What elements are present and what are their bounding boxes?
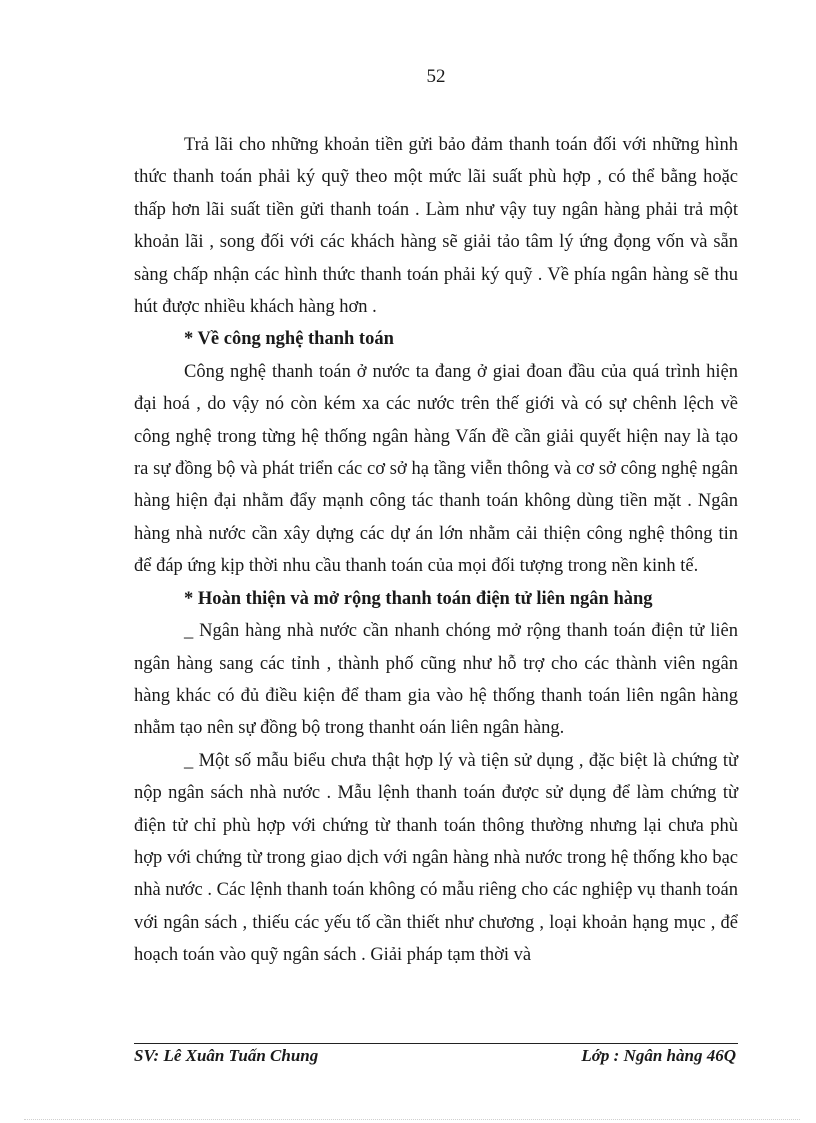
paragraph-expand-electronic: _ Ngân hàng nhà nước cần nhanh chóng mở rộng thanh toán điện tử liên ngân hàng sang các tỉnh , thành phố cũng như hỗ trợ cho các thành viên ngân hàng khác có đủ điều kiện để tham gia vào hệ thống thanh toán liên ngân hàng nhằm tạo nên sự đồng bộ trong thanht oán liên ngân hàng. — [134, 621, 738, 739]
paragraph-interest: Trả lãi cho những khoản tiền gửi bảo đảm thanh toán đối với những hình thức thanh toán phải ký quỹ theo một mức lãi suất phù hợp , có thể bằng hoặc thấp hơn lãi suất tiền gửi thanh toán . Làm như vậy tuy ngân hàng phải trả một khoản lãi , song đối với các khách hàng sẽ giải tảo tâm lý ứng đọng vốn và sẵn sàng chấp nhận các hình thức thanh toán phải ký quỹ . Về phía ngân hàng sẽ thu hút được nhiều khách hàng hơn . — [134, 135, 738, 318]
paragraph-technology: Công nghệ thanh toán ở nước ta đang ở giai đoan đầu của quá trình hiện đại hoá , do vậy nó còn kém xa các nước trên thế giới và có sự chênh lệch về công nghệ trong từng hệ thống ngân hàng Vấn đề cần giải quyết hiện nay là tạo ra sự đồng bộ và phát triển các cơ sở hạ tầng viễn thông và cơ sở công nghệ ngân hàng hiện đại nhằm đẩy mạnh công tác thanh toán không dùng tiền mặt . Ngân hàng nhà nước cần xây dựng các dự án lớn nhằm cải thiện công nghệ thông tin để đáp ứng kịp thời nhu cầu thanh toán của mọi đối tượng trong nền kinh tế. — [134, 361, 738, 577]
footer-student-name: SV: Lê Xuân Tuấn Chung — [134, 1046, 319, 1065]
page-bottom-border — [24, 1119, 800, 1120]
document-body — [134, 129, 738, 972]
section-heading-electronic-payment: * Hoàn thiện và mở rộng thanh toán điện tử liên ngân hàng — [184, 588, 653, 609]
section-heading-technology: * Về công nghệ thanh toán — [184, 329, 394, 350]
footer-class-name: Lớp : Ngân hàng 46Q — [581, 1046, 736, 1065]
footer-divider — [134, 1043, 738, 1044]
paragraph-forms: _ Một số mẫu biểu chưa thật hợp lý và tiện sử dụng , đặc biệt là chứng từ nộp ngân sách nhà nước . Mẫu lệnh thanh toán được sử dụng để làm chứng từ điện tử chỉ phù hợp với chứng từ thanh toán thông thường nhưng lại chưa phù hợp với chứng từ trong giao dịch với ngân hàng nhà nước trong hệ thống kho bạc nhà nước . Các lệnh thanh toán không có mẫu riêng cho các nghiệp vụ thanh toán với ngân sách , thiếu các yếu tố cần thiết như chương , loại khoản hạng mục , để hoạch toán vào quỹ ngân sách . Giải pháp tạm thời và — [134, 750, 738, 966]
page-number: 52 — [426, 66, 446, 87]
